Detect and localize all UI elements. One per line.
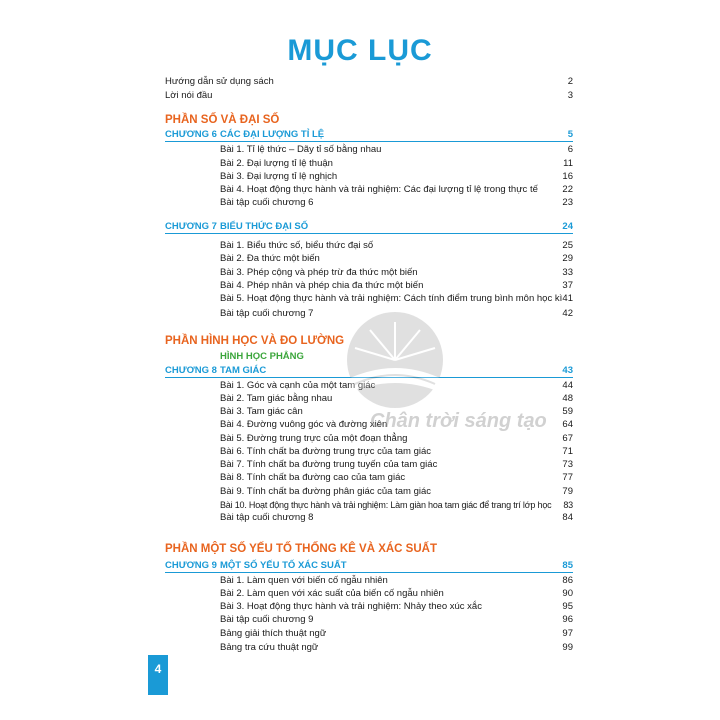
entry-page: 95 [562, 601, 573, 612]
chapter-page: 5 [567, 129, 573, 140]
toc-entry[interactable] [220, 471, 573, 485]
chapter-page: 24 [562, 221, 573, 232]
entry-page: 79 [562, 486, 573, 497]
part-heading: PHẦN HÌNH HỌC VÀ ĐO LƯỜNG [165, 335, 345, 347]
chapter-number: CHƯƠNG 6 [165, 129, 217, 140]
section-subtitle: HÌNH HỌC PHẲNG [220, 351, 304, 362]
entry-page: 11 [563, 158, 573, 169]
toc-entry[interactable] [220, 458, 573, 472]
chapter-title: TAM GIÁC [220, 365, 267, 376]
entry-page: 29 [562, 253, 573, 264]
toc-entry[interactable] [220, 157, 573, 171]
chapter-rule [165, 141, 573, 142]
entry-page: 25 [562, 240, 573, 251]
entry-page: 16 [562, 171, 573, 182]
entry-label: Bài 9. Tính chất ba đường phân giác của tam giác [220, 486, 431, 497]
entry-page: 99 [562, 642, 573, 653]
chapter-rule [165, 233, 573, 234]
toc-entry[interactable] [220, 627, 573, 641]
entry-label: Bài 4. Đường vuông góc và đường xiên [220, 419, 388, 430]
entry-label: Bài 2. Làm quen với xác suất của biến cố ngẫu nhiên [220, 588, 444, 599]
page-title: MỤC LỤC [287, 34, 433, 67]
entry-page: 42 [562, 308, 573, 319]
toc-entry[interactable] [220, 574, 573, 588]
entry-label: Bài tập cuối chương 9 [220, 614, 314, 625]
entry-label: Bài 4. Phép nhân và phép chia đa thức một biến [220, 280, 424, 291]
entry-label: Bài 10. Hoạt động thực hành và trải nghiệm: Làm giàn hoa tam giác để trang trí lớp học [220, 500, 552, 510]
chapter-number: CHƯƠNG 7 [165, 221, 217, 232]
entry-label: Bài 1. Biểu thức số, biểu thức đại số [220, 240, 374, 251]
entry-label: Bài 4. Hoạt động thực hành và trải nghiệm: Các đại lượng tỉ lệ trong thực tế [220, 184, 538, 195]
entry-label: Bài 2. Đa thức một biến [220, 253, 320, 264]
entry-label: Bài 8. Tính chất ba đường cao của tam giác [220, 472, 406, 483]
entry-label: Bảng giải thích thuật ngữ [220, 628, 327, 639]
entry-page: 6 [567, 144, 573, 155]
entry-page: 73 [562, 459, 573, 470]
toc-entry[interactable] [220, 641, 573, 655]
entry-label: Bài 3. Hoạt động thực hành và trải nghiệm: Nhảy theo xúc xắc [220, 601, 482, 612]
entry-label: Hướng dẫn sử dụng sách [165, 76, 274, 87]
toc-entry[interactable] [165, 89, 573, 103]
entry-label: Bài 2. Tam giác bằng nhau [220, 393, 333, 404]
chapter-title: CÁC ĐẠI LƯỢNG TỈ LỆ [220, 129, 325, 140]
entry-page: 41 [562, 293, 573, 304]
toc-entry[interactable] [220, 239, 573, 253]
toc-entry[interactable] [220, 170, 573, 184]
chapter-title: MỘT SỐ YẾU TỐ XÁC SUẤT [220, 560, 347, 571]
toc-entry[interactable] [220, 266, 573, 280]
entry-page: 23 [562, 197, 573, 208]
entry-label: Bài 3. Đại lượng tỉ lệ nghịch [220, 171, 338, 182]
chapter-heading[interactable] [165, 559, 573, 573]
entry-page: 71 [562, 446, 573, 457]
toc-entry[interactable] [220, 587, 573, 601]
entry-page: 3 [567, 90, 573, 101]
toc-entry[interactable] [220, 511, 573, 525]
entry-page: 86 [562, 575, 573, 586]
entry-page: 37 [562, 280, 573, 291]
entry-page: 2 [567, 76, 573, 87]
part-heading: PHẦN SỐ VÀ ĐẠI SỐ [165, 114, 280, 126]
chapter-number: CHƯƠNG 8 [165, 365, 217, 376]
entry-label: Bài tập cuối chương 8 [220, 512, 314, 523]
entry-label: Bài tập cuối chương 6 [220, 197, 314, 208]
entry-label: Bài 2. Đại lượng tỉ lệ thuận [220, 158, 333, 169]
entry-label: Bài 6. Tính chất ba đường trung trực của tam giác [220, 446, 431, 457]
entry-page: 90 [562, 588, 573, 599]
entry-page: 33 [562, 267, 573, 278]
entry-page: 64 [562, 419, 573, 430]
entry-label: Lời nói đầu [165, 90, 213, 101]
entry-page: 97 [562, 628, 573, 639]
chapter-heading[interactable] [165, 128, 573, 142]
entry-page: 44 [562, 380, 573, 391]
toc-entry[interactable] [220, 498, 573, 512]
watermark-text: Chân trời sáng tạo [370, 410, 547, 432]
chapter-page: 43 [562, 365, 573, 376]
entry-page: 83 [563, 500, 573, 510]
entry-page: 48 [562, 393, 573, 404]
toc-entry[interactable] [165, 75, 573, 89]
entry-page: 22 [562, 184, 573, 195]
chapter-rule [165, 572, 573, 573]
entry-page: 84 [562, 512, 573, 523]
toc-entry[interactable] [220, 485, 573, 499]
entry-label: Bài 5. Hoạt động thực hành và trải nghiệm: Cách tính điểm trung bình môn học kì [220, 293, 563, 304]
entry-label: Bài 3. Tam giác cân [220, 406, 303, 417]
entry-label: Bài 7. Tính chất ba đường trung tuyến của tam giác [220, 459, 438, 470]
entry-page: 59 [562, 406, 573, 417]
entry-label: Bài 5. Đường trung trực của một đoạn thẳng [220, 433, 408, 444]
toc-entry[interactable] [220, 600, 573, 614]
chapter-heading[interactable] [165, 220, 573, 234]
toc-entry[interactable] [220, 252, 573, 266]
entry-label: Bảng tra cứu thuật ngữ [220, 642, 319, 653]
entry-page: 96 [562, 614, 573, 625]
toc-entry[interactable] [220, 196, 573, 210]
toc-entry[interactable] [220, 143, 573, 157]
entry-label: Bài 1. Làm quen với biến cố ngẫu nhiên [220, 575, 388, 586]
page-number: 4 [154, 662, 162, 676]
chapter-page: 85 [562, 560, 573, 571]
part-heading: PHẦN MỘT SỐ YẾU TỐ THỐNG KÊ VÀ XÁC SUẤT [165, 543, 437, 555]
entry-label: Bài tập cuối chương 7 [220, 308, 314, 319]
toc-entry[interactable] [220, 183, 573, 197]
entry-label: Bài 1. Tỉ lệ thức – Dãy tỉ số bằng nhau [220, 144, 382, 155]
entry-label: Bài 3. Phép cộng và phép trừ đa thức một biến [220, 267, 418, 278]
chapter-title: BIỂU THỨC ĐẠI SỐ [220, 221, 309, 232]
entry-label: Bài 1. Góc và cạnh của một tam giác [220, 380, 376, 391]
entry-page: 67 [562, 433, 573, 444]
chapter-number: CHƯƠNG 9 [165, 560, 217, 571]
toc-entry[interactable] [220, 613, 573, 627]
entry-page: 77 [562, 472, 573, 483]
toc-entry[interactable] [220, 279, 573, 293]
